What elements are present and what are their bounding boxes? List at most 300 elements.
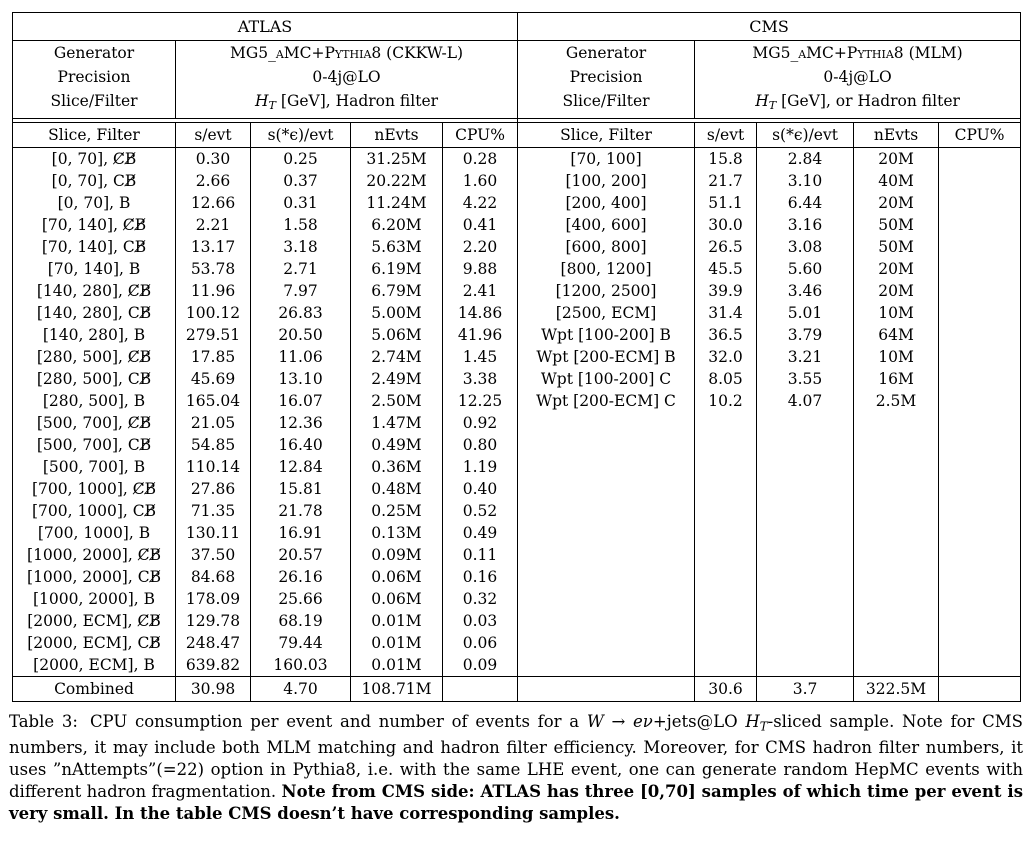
cms-s-eps-evt-cell: 3.55 [757,368,854,390]
cms-slice-cell: [100, 200] [518,170,695,192]
cms-cpu-cell [939,214,1021,236]
cms-s-eps-evt-cell: 4.07 [757,390,854,412]
cms-s-evt-cell [695,456,757,478]
cms-cpu-cell [939,522,1021,544]
cms-nevts-cell [854,566,939,588]
atlas-cpu-cell: 0.92 [443,412,518,434]
cms-cpu-cell [939,544,1021,566]
cms-slice-cell [518,610,695,632]
cms-cpu-cell [939,302,1021,324]
atlas-slice-cell: [280, 500], B [42,392,146,411]
arrow-symbol: → [603,712,634,731]
atlas-combined-s-eps-evt: 4.70 [251,677,351,702]
cms-slice-cell: Wpt [100-200] B [518,324,695,346]
table-row [13,456,1021,478]
atlas-s-evt-cell: 13.17 [176,236,251,258]
cms-s-evt-cell: 51.1 [695,192,757,214]
cms-s-eps-evt-cell: 2.84 [757,148,854,171]
cms-s-evt-cell: 36.5 [695,324,757,346]
cms-s-eps-evt-cell [757,566,854,588]
atlas-nevts-cell: 0.01M [351,632,443,654]
cms-s-evt-cell [695,610,757,632]
cms-s-evt-cell: 21.7 [695,170,757,192]
cms-cpu-cell [939,566,1021,588]
atlas-cpu-cell: 2.41 [443,280,518,302]
atlas-s-eps-evt-cell: 3.18 [251,236,351,258]
cms-cpu-cell [939,192,1021,214]
cms-s-eps-evt-cell [757,654,854,677]
cms-s-evt-cell [695,412,757,434]
atlas-slice-cell: [2000, ECM], B [33,656,155,675]
cms-nevts-cell [854,610,939,632]
atlas-s-eps-evt-cell: 20.57 [251,544,351,566]
atlas-s-evt-cell: 53.78 [176,258,251,280]
atlas-s-eps-evt-cell: 0.37 [251,170,351,192]
atlas-slice-filter-rest: [GeV], Hadron filter [275,92,439,110]
atlas-s-evt-cell: 21.05 [176,412,251,434]
atlas-nevts-cell: 20.22M [351,170,443,192]
atlas-slice-cell: [140, 280], B [42,326,146,345]
cms-slice-cell [518,654,695,677]
cms-slice-cell [518,522,695,544]
cms-s-evt-cell [695,522,757,544]
cms-s-eps-evt-cell: 5.60 [757,258,854,280]
cms-s-eps-evt-cell: 3.08 [757,236,854,258]
cms-s-evt-cell [695,434,757,456]
atlas-s-evt-cell: 178.09 [176,588,251,610]
atlas-nevts-cell: 0.06M [351,566,443,588]
table-caption [9,711,1023,825]
cms-cpu-cell [939,632,1021,654]
atlas-slice-cell: [1000, 2000], C̸B̸ [27,546,161,565]
table-row [13,434,1021,456]
cms-nevts-cell: 50M [854,214,939,236]
cms-slice-cell: [70, 100] [518,148,695,171]
cms-s-eps-evt-cell [757,632,854,654]
cms-precision-value: 0-4j@LO [823,68,892,86]
atlas-nevts-cell: 6.20M [351,214,443,236]
cms-s-evt-cell: 39.9 [695,280,757,302]
cms-nevts-cell: 10M [854,302,939,324]
cms-s-eps-evt-cell [757,456,854,478]
atlas-nevts-cell: 0.09M [351,544,443,566]
table-row [13,566,1021,588]
atlas-s-evt-cell: 84.68 [176,566,251,588]
atlas-s-evt-cell: 27.86 [176,478,251,500]
cms-s-eps-evt-cell: 3.46 [757,280,854,302]
atlas-slice-cell: [1000, 2000], B [32,590,156,609]
table-row [13,610,1021,632]
cms-cpu-cell [939,324,1021,346]
cms-col-slice-filter: Slice, Filter [518,123,695,148]
atlas-s-eps-evt-cell: 0.31 [251,192,351,214]
cms-s-eps-evt-cell: 6.44 [757,192,854,214]
cms-s-eps-evt-cell [757,522,854,544]
atlas-nevts-cell: 0.48M [351,478,443,500]
cms-slice-filter-label: Slice/Filter [562,92,650,110]
atlas-cpu-cell: 1.19 [443,456,518,478]
atlas-s-eps-evt-cell: 160.03 [251,654,351,677]
atlas-s-eps-evt-cell: 11.06 [251,346,351,368]
cms-slice-cell: [1200, 2500] [518,280,695,302]
cms-combined-nevts: 322.5M [854,677,939,702]
atlas-s-evt-cell: 2.21 [176,214,251,236]
atlas-slice-filter-label: Slice/Filter [50,92,138,110]
table-row [13,390,1021,412]
atlas-nevts-cell: 2.50M [351,390,443,412]
cms-slice-cell [518,588,695,610]
atlas-s-evt-cell: 71.35 [176,500,251,522]
atlas-meta-labels [13,41,176,119]
atlas-combined-nevts: 108.71M [351,677,443,702]
atlas-nevts-cell: 1.47M [351,412,443,434]
cms-col-s-evt: s/evt [695,123,757,148]
cms-cpu-cell [939,280,1021,302]
cms-s-evt-cell: 26.5 [695,236,757,258]
atlas-s-evt-cell: 54.85 [176,434,251,456]
cms-slice-cell: [800, 1200] [518,258,695,280]
atlas-s-eps-evt-cell: 15.81 [251,478,351,500]
atlas-cpu-cell: 0.16 [443,566,518,588]
atlas-slice-cell: [0, 70], CB̸ [51,172,137,191]
cms-cpu-cell [939,170,1021,192]
atlas-generator-label: Generator [53,44,135,62]
cms-s-evt-cell [695,654,757,677]
table-row [13,280,1021,302]
atlas-generator-value: MG5_aMC+Pythia8 (CKKW-L) [229,44,464,62]
atlas-slice-cell: [280, 500], C̸B̸ [36,348,152,367]
atlas-nevts-cell: 0.01M [351,610,443,632]
atlas-combined-s-evt: 30.98 [176,677,251,702]
atlas-nevts-cell: 0.01M [351,654,443,677]
table-row [13,632,1021,654]
cms-nevts-cell: 20M [854,148,939,171]
cms-cpu-cell [939,478,1021,500]
ht-subscript: T [268,99,276,113]
cms-slice-cell: [600, 800] [518,236,695,258]
cms-nevts-cell [854,500,939,522]
atlas-s-eps-evt-cell: 26.83 [251,302,351,324]
cpu-consumption-table [12,12,1021,702]
combined-row [13,677,1021,702]
atlas-s-eps-evt-cell: 12.84 [251,456,351,478]
cms-nevts-cell [854,412,939,434]
atlas-cpu-cell: 14.86 [443,302,518,324]
table-row [13,654,1021,677]
atlas-cpu-cell: 9.88 [443,258,518,280]
atlas-s-eps-evt-cell: 13.10 [251,368,351,390]
cms-cpu-cell [939,390,1021,412]
cms-s-evt-cell: 45.5 [695,258,757,280]
atlas-s-eps-evt-cell: 2.71 [251,258,351,280]
cms-s-eps-evt-cell [757,412,854,434]
cms-s-evt-cell [695,544,757,566]
atlas-slice-cell: [2000, ECM], C̸B̸ [27,612,161,631]
cms-nevts-cell: 20M [854,192,939,214]
atlas-slice-cell: [140, 280], C̸B̸ [36,282,152,301]
atlas-s-eps-evt-cell: 7.97 [251,280,351,302]
table-row [13,522,1021,544]
cms-s-eps-evt-cell: 3.10 [757,170,854,192]
atlas-s-eps-evt-cell: 16.91 [251,522,351,544]
cms-col-s-eps-evt: s(*ϵ)/evt [757,123,854,148]
atlas-cpu-cell: 0.40 [443,478,518,500]
atlas-nevts-cell: 0.13M [351,522,443,544]
atlas-nevts-cell: 2.49M [351,368,443,390]
cms-title-cell: CMS [518,13,1021,41]
enu-symbol: eν [633,712,653,731]
atlas-s-evt-cell: 17.85 [176,346,251,368]
atlas-title-cell: ATLAS [13,13,518,41]
atlas-cpu-cell: 1.60 [443,170,518,192]
cms-slice-cell: [400, 600] [518,214,695,236]
cms-cpu-cell [939,258,1021,280]
atlas-slice-cell: [140, 280], CB̸ [36,304,152,323]
cms-precision-label: Precision [569,68,643,86]
cms-slice-cell [518,456,695,478]
cms-combined-label [518,677,695,702]
atlas-s-evt-cell: 165.04 [176,390,251,412]
atlas-cpu-cell: 0.49 [443,522,518,544]
atlas-cpu-cell: 0.41 [443,214,518,236]
cms-s-evt-cell: 31.4 [695,302,757,324]
atlas-col-cpu: CPU% [443,123,518,148]
atlas-s-evt-cell: 639.82 [176,654,251,677]
atlas-slice-cell: [500, 700], CB̸ [36,436,152,455]
cms-nevts-cell: 20M [854,280,939,302]
table-row [13,214,1021,236]
atlas-nevts-cell: 0.36M [351,456,443,478]
atlas-s-eps-evt-cell: 26.16 [251,566,351,588]
cms-slice-cell: [200, 400] [518,192,695,214]
cms-combined-cpu [939,677,1021,702]
atlas-col-slice-filter: Slice, Filter [13,123,176,148]
cms-nevts-cell: 20M [854,258,939,280]
table-row [13,192,1021,214]
atlas-s-evt-cell: 0.30 [176,148,251,171]
atlas-s-evt-cell: 37.50 [176,544,251,566]
atlas-nevts-cell: 0.25M [351,500,443,522]
cms-nevts-cell [854,434,939,456]
cms-s-eps-evt-cell [757,610,854,632]
atlas-slice-cell: [700, 1000], CB̸ [31,502,157,521]
cms-s-eps-evt-cell: 3.16 [757,214,854,236]
cms-nevts-cell [854,632,939,654]
atlas-s-eps-evt-cell: 68.19 [251,610,351,632]
atlas-slice-cell: [0, 70], C̸B̸ [51,150,137,169]
experiment-title-row [13,13,1021,41]
cms-slice-cell: [2500, ECM] [518,302,695,324]
cms-s-evt-cell [695,588,757,610]
cms-slice-cell [518,500,695,522]
cms-cpu-cell [939,434,1021,456]
atlas-nevts-cell: 0.49M [351,434,443,456]
atlas-s-evt-cell: 12.66 [176,192,251,214]
atlas-nevts-cell: 2.74M [351,346,443,368]
cms-s-eps-evt-cell: 3.21 [757,346,854,368]
jets-text: +jets@LO [652,712,746,731]
atlas-cpu-cell: 0.80 [443,434,518,456]
cms-s-evt-cell [695,478,757,500]
column-header-row [13,123,1021,148]
table-row [13,478,1021,500]
table-row [13,170,1021,192]
cms-nevts-cell [854,544,939,566]
caption-label: Table 3: [9,712,78,731]
atlas-s-evt-cell: 11.96 [176,280,251,302]
cms-nevts-cell [854,522,939,544]
atlas-s-eps-evt-cell: 0.25 [251,148,351,171]
cms-s-eps-evt-cell: 3.79 [757,324,854,346]
cms-slice-cell: Wpt [200-ECM] B [518,346,695,368]
atlas-slice-cell: [280, 500], CB̸ [36,370,152,389]
cms-s-eps-evt-cell [757,588,854,610]
cms-combined-s-evt: 30.6 [695,677,757,702]
cms-nevts-cell [854,456,939,478]
cms-slice-cell [518,632,695,654]
cms-s-evt-cell: 32.0 [695,346,757,368]
cms-generator-label: Generator [565,44,647,62]
caption-bold-note: Note from CMS side: ATLAS has three [0,70] samples of which time per event is very small. In the table CMS doesn’t have corresponding samples. [9,782,1023,824]
atlas-slice-cell: [0, 70], B [57,194,131,213]
cms-generator-value: MG5_aMC+Pythia8 (MLM) [752,44,963,62]
atlas-s-evt-cell: 100.12 [176,302,251,324]
cms-cpu-cell [939,412,1021,434]
table-row [13,588,1021,610]
atlas-slice-cell: [700, 1000], C̸B̸ [31,480,157,499]
cms-slice-filter-rest: [GeV], or Hadron filter [776,92,960,110]
caption-body-1: CPU consumption per event and number of events for a [89,712,587,731]
atlas-s-evt-cell: 129.78 [176,610,251,632]
atlas-combined-cpu [443,677,518,702]
generator-meta-row [13,41,1021,119]
table-row [13,236,1021,258]
cms-nevts-cell: 2.5M [854,390,939,412]
cms-cpu-cell [939,588,1021,610]
atlas-slice-filter-value [176,89,517,118]
atlas-s-evt-cell: 110.14 [176,456,251,478]
ht-symbol: H [745,712,760,731]
table-row [13,324,1021,346]
cms-cpu-cell [939,148,1021,171]
atlas-s-evt-cell: 248.47 [176,632,251,654]
cms-s-eps-evt-cell [757,434,854,456]
atlas-cpu-cell: 0.03 [443,610,518,632]
table-row [13,544,1021,566]
caption-body-2: -sliced sample. Note for CMS numbers, it may include both MLM matching and hadron filter efficiency. Moreover, for CMS hadron filter numbers, it uses ”nAttempts”(=22) option in Pythia8, i.e. with the same LHE event, one can generate random HepMC events with different hadron fragmentation. [9,712,1023,802]
cms-nevts-cell: 16M [854,368,939,390]
cms-slice-cell [518,544,695,566]
atlas-nevts-cell: 5.06M [351,324,443,346]
cms-meta-labels [518,41,695,119]
atlas-nevts-cell: 11.24M [351,192,443,214]
atlas-slice-cell: [500, 700], C̸B̸ [36,414,152,433]
cms-nevts-cell: 64M [854,324,939,346]
cms-s-eps-evt-cell: 5.01 [757,302,854,324]
atlas-slice-cell: [70, 140], CB̸ [41,238,147,257]
cms-s-evt-cell [695,632,757,654]
atlas-cpu-cell: 0.09 [443,654,518,677]
table-row [13,346,1021,368]
table-row [13,258,1021,280]
atlas-nevts-cell: 0.06M [351,588,443,610]
ht-subscript: T [759,719,768,734]
cms-cpu-cell [939,500,1021,522]
atlas-nevts-cell: 6.79M [351,280,443,302]
atlas-s-eps-evt-cell: 12.36 [251,412,351,434]
atlas-cpu-cell: 0.52 [443,500,518,522]
atlas-s-evt-cell: 279.51 [176,324,251,346]
cms-slice-cell [518,566,695,588]
atlas-s-evt-cell: 45.69 [176,368,251,390]
atlas-slice-cell: [70, 140], B [47,260,141,279]
cms-s-evt-cell [695,566,757,588]
cms-cpu-cell [939,654,1021,677]
cms-slice-cell: Wpt [200-ECM] C [518,390,695,412]
atlas-meta-values [176,41,518,119]
cms-cpu-cell [939,236,1021,258]
atlas-cpu-cell: 3.38 [443,368,518,390]
cms-nevts-cell [854,478,939,500]
cms-s-evt-cell: 30.0 [695,214,757,236]
cms-nevts-cell: 50M [854,236,939,258]
cms-combined-s-eps-evt: 3.7 [757,677,854,702]
cms-nevts-cell: 10M [854,346,939,368]
cms-nevts-cell [854,588,939,610]
cms-cpu-cell [939,610,1021,632]
table-row [13,148,1021,171]
atlas-s-eps-evt-cell: 1.58 [251,214,351,236]
atlas-s-eps-evt-cell: 16.07 [251,390,351,412]
atlas-cpu-cell: 0.11 [443,544,518,566]
cms-col-nevts: nEvts [854,123,939,148]
atlas-cpu-cell: 0.06 [443,632,518,654]
atlas-nevts-cell: 6.19M [351,258,443,280]
atlas-col-s-evt: s/evt [176,123,251,148]
atlas-cpu-cell: 0.32 [443,588,518,610]
atlas-precision-value: 0-4j@LO [312,68,381,86]
atlas-slice-cell: [70, 140], C̸B̸ [41,216,147,235]
cms-s-evt-cell [695,500,757,522]
cms-cpu-cell [939,456,1021,478]
atlas-cpu-cell: 2.20 [443,236,518,258]
atlas-cpu-cell: 12.25 [443,390,518,412]
atlas-s-eps-evt-cell: 21.78 [251,500,351,522]
ht-symbol: H [254,92,269,110]
atlas-s-eps-evt-cell: 20.50 [251,324,351,346]
cms-cpu-cell [939,368,1021,390]
atlas-s-eps-evt-cell: 79.44 [251,632,351,654]
atlas-slice-cell: [500, 700], B [42,458,146,477]
cms-nevts-cell: 40M [854,170,939,192]
cms-s-eps-evt-cell [757,500,854,522]
table-row [13,500,1021,522]
atlas-cpu-cell: 0.28 [443,148,518,171]
cms-slice-cell [518,434,695,456]
cms-meta-values [695,41,1021,119]
atlas-slice-cell: [700, 1000], B [37,524,151,543]
atlas-s-eps-evt-cell: 25.66 [251,588,351,610]
atlas-slice-cell: [1000, 2000], CB̸ [27,568,161,587]
atlas-s-eps-evt-cell: 16.40 [251,434,351,456]
table-row [13,302,1021,324]
atlas-slice-cell: [2000, ECM], CB̸ [27,634,161,653]
cms-s-evt-cell: 15.8 [695,148,757,171]
ht-symbol: H [755,92,769,110]
atlas-cpu-cell: 4.22 [443,192,518,214]
ht-subscript: T [768,99,777,113]
cms-nevts-cell [854,654,939,677]
